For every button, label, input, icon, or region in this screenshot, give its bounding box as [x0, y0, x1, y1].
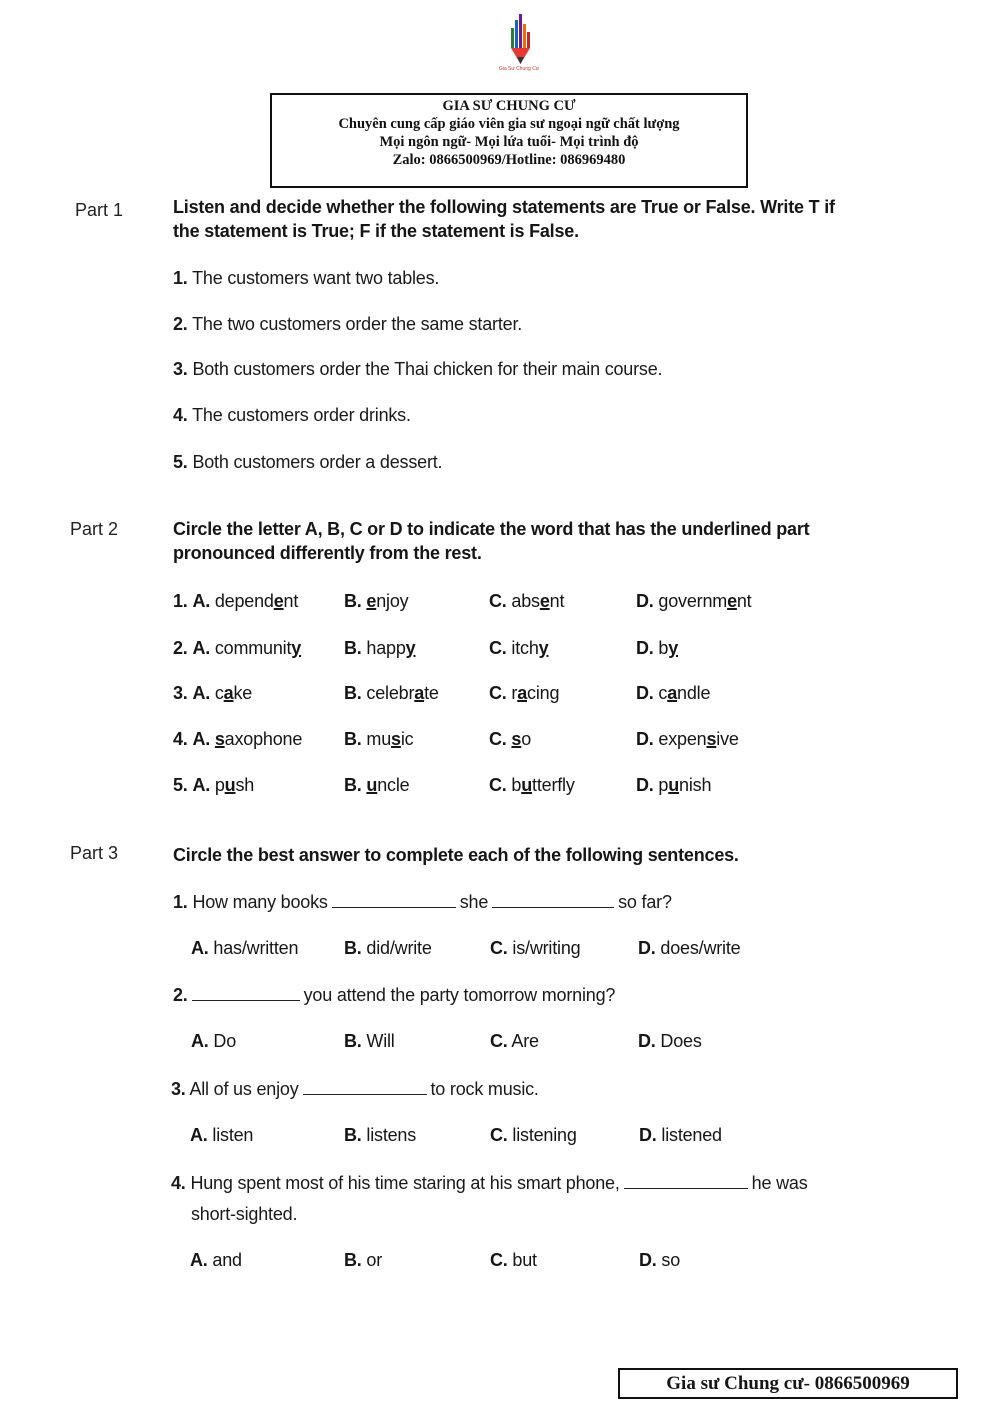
question-number: 1. — [173, 892, 188, 912]
underlined-part: y — [538, 638, 549, 658]
item-number: 5. — [173, 452, 188, 472]
option-text: listening — [512, 1125, 577, 1145]
q1-option-c[interactable] — [490, 938, 580, 959]
option-text: Will — [366, 1031, 395, 1051]
part-3-question-2 — [173, 985, 615, 1006]
underlined-part: e — [539, 591, 550, 611]
item-number: 4. — [173, 405, 188, 425]
item-number: 2. — [173, 314, 188, 334]
underlined-part: y — [668, 638, 679, 658]
word-suffix: sh — [235, 775, 255, 795]
word-prefix: b — [658, 638, 669, 658]
option-text: has/written — [213, 938, 299, 958]
q3-option-d[interactable] — [639, 1125, 722, 1146]
underlined-part: y — [405, 638, 416, 658]
option-letter: D. — [636, 775, 654, 795]
option-letter: A. — [192, 683, 211, 703]
part-1-instruction: Listen and decide whether the following statements are True or False. Write T if the statement is True; F if the statement is False. — [173, 197, 835, 241]
header-line-2: Mọi ngôn ngữ- Mọi lứa tuổi- Mọi trình độ — [379, 134, 639, 150]
part-2-q3-option-a[interactable] — [173, 683, 252, 704]
option-letter: D. — [636, 729, 654, 749]
word-prefix: itch — [511, 638, 539, 658]
part-2-q2-option-c[interactable] — [489, 638, 548, 659]
option-letter: C. — [489, 591, 507, 611]
q3-option-c[interactable] — [490, 1125, 577, 1146]
option-letter: B. — [344, 729, 362, 749]
option-letter: C. — [490, 1031, 508, 1051]
question-text-b: he was — [751, 1173, 808, 1193]
word-prefix: celebr — [366, 683, 415, 703]
word-suffix: ncle — [377, 775, 410, 795]
q1-option-b[interactable] — [344, 938, 432, 959]
answer-blank — [332, 893, 456, 908]
option-letter: D. — [636, 683, 654, 703]
underlined-part: y — [291, 638, 302, 658]
option-letter: C. — [489, 683, 507, 703]
part-3-question-4 — [171, 1173, 808, 1194]
underlined-part: u — [224, 775, 236, 795]
question-text-a: How many books — [192, 892, 328, 912]
underlined-part: u — [668, 775, 680, 795]
q3-option-b[interactable] — [344, 1125, 416, 1146]
footer-box: Gia sư Chung cư- 0866500969 — [618, 1368, 958, 1399]
option-text: listens — [366, 1125, 417, 1145]
word-suffix: nt — [549, 591, 565, 611]
q1-option-d[interactable] — [638, 938, 740, 959]
underlined-part: s — [511, 729, 522, 749]
question-text-b: she — [459, 892, 489, 912]
part-2-q2-option-a[interactable] — [173, 638, 301, 659]
header-title: GIA SƯ CHUNG CƯ — [442, 98, 576, 114]
word-suffix: nt — [283, 591, 299, 611]
option-letter: A. — [190, 1250, 208, 1270]
underlined-part: e — [273, 591, 284, 611]
item-number: 3. — [173, 359, 188, 379]
option-letter: C. — [490, 1250, 508, 1270]
word-prefix: expen — [658, 729, 707, 749]
item-text: The customers order drinks. — [192, 405, 411, 425]
q4-option-c[interactable] — [490, 1250, 537, 1271]
underlined-part: a — [223, 683, 234, 703]
word-prefix: mu — [366, 729, 392, 749]
underlined-part: u — [366, 775, 378, 795]
word-prefix: p — [658, 775, 669, 795]
underlined-part: s — [391, 729, 401, 749]
option-letter: B. — [344, 591, 362, 611]
answer-blank — [303, 1080, 427, 1095]
item-text: Both customers order a dessert. — [192, 452, 443, 472]
word-suffix: njoy — [376, 591, 409, 611]
question-text-a: All of us enjoy — [189, 1079, 299, 1099]
word-suffix: tterfly — [532, 775, 575, 795]
word-prefix: communit — [214, 638, 292, 658]
q4-option-a[interactable] — [190, 1250, 242, 1271]
word-suffix: o — [521, 729, 532, 749]
logo-caption: Gia Sư Chung Cư — [498, 66, 540, 72]
word-suffix: te — [424, 683, 439, 703]
word-prefix: c — [658, 683, 668, 703]
part-2-q4-option-a[interactable] — [173, 729, 302, 750]
item-text: The two customers order the same starter. — [192, 314, 523, 334]
answer-blank — [624, 1174, 748, 1189]
q2-option-c[interactable] — [490, 1031, 539, 1052]
question-number: 5. — [173, 775, 188, 795]
word-prefix: c — [214, 683, 224, 703]
question-number: 1. — [173, 591, 188, 611]
option-letter: D. — [638, 938, 656, 958]
question-number: 4. — [173, 729, 188, 749]
option-letter: A. — [190, 1125, 208, 1145]
q4-option-d[interactable] — [639, 1250, 680, 1271]
option-letter: C. — [489, 729, 507, 749]
option-text: or — [366, 1250, 383, 1270]
answer-blank — [492, 893, 614, 908]
option-text: does/write — [660, 938, 741, 958]
part-1-item-5 — [173, 452, 442, 473]
option-text: is/writing — [512, 938, 581, 958]
part-2-q4-option-c[interactable] — [489, 729, 531, 750]
option-letter: C. — [490, 1125, 508, 1145]
question-number: 3. — [173, 683, 188, 703]
part-3-question-1 — [173, 892, 672, 913]
part-2-q3-option-c[interactable] — [489, 683, 559, 704]
word-suffix: ive — [716, 729, 739, 749]
answer-blank — [192, 986, 300, 1001]
question-text-c: so far? — [618, 892, 672, 912]
question-number: 2. — [173, 985, 188, 1005]
word-suffix: ke — [233, 683, 253, 703]
part-2-q1-option-a[interactable] — [173, 591, 298, 612]
question-number: 3. — [171, 1079, 186, 1099]
header-box — [270, 93, 748, 188]
underlined-part: s — [706, 729, 717, 749]
header-line-3: Zalo: 0866500969/Hotline: 086969480 — [392, 152, 626, 168]
part-1-item-2 — [173, 314, 522, 335]
part-1-item-4 — [173, 405, 411, 426]
part-2-q5-option-d[interactable] — [636, 775, 711, 796]
option-text: so — [661, 1250, 681, 1270]
option-letter: B. — [344, 1250, 362, 1270]
option-text: listen — [212, 1125, 254, 1145]
option-letter: A. — [192, 729, 211, 749]
underlined-part: a — [517, 683, 528, 703]
part-1-item-1 — [173, 268, 439, 289]
part-2-q4-option-d[interactable] — [636, 729, 739, 750]
word-prefix: governm — [658, 591, 728, 611]
option-letter: D. — [639, 1250, 657, 1270]
part-2-q3-option-b[interactable] — [344, 683, 439, 704]
word-prefix: p — [214, 775, 225, 795]
option-letter: B. — [344, 683, 362, 703]
option-text: Do — [213, 1031, 237, 1051]
part-2-q5-option-a[interactable] — [173, 775, 254, 796]
q4-option-b[interactable] — [344, 1250, 382, 1271]
option-letter: D. — [636, 638, 654, 658]
option-text: Are — [511, 1031, 539, 1051]
option-letter: A. — [191, 1031, 209, 1051]
option-text: listened — [661, 1125, 722, 1145]
part-1-item-3 — [173, 359, 662, 380]
option-letter: B. — [344, 638, 362, 658]
option-letter: C. — [490, 938, 508, 958]
q2-option-a[interactable] — [191, 1031, 236, 1052]
option-letter: D. — [639, 1125, 657, 1145]
part-2-q3-option-d[interactable] — [636, 683, 710, 704]
part-2-q5-option-c[interactable] — [489, 775, 575, 796]
option-letter: A. — [192, 775, 211, 795]
q2-option-b[interactable] — [344, 1031, 395, 1052]
word-suffix: cing — [527, 683, 560, 703]
underlined-part: a — [414, 683, 425, 703]
question-text-a: you attend the party tomorrow morning? — [303, 985, 616, 1005]
part-2-q4-option-b[interactable] — [344, 729, 413, 750]
part-2-q5-option-b[interactable] — [344, 775, 409, 796]
option-letter: B. — [344, 938, 362, 958]
question-number: 4. — [171, 1173, 186, 1193]
question-text-a: Hung spent most of his time staring at his smart phone, — [190, 1173, 620, 1193]
item-text: Both customers order the Thai chicken for their main course. — [192, 359, 663, 379]
option-letter: D. — [636, 591, 654, 611]
part-2-instruction: Circle the letter A, B, C or D to indicate the word that has the underlined part pronounced differently from the rest. — [173, 519, 810, 563]
part-2-q2-option-d[interactable] — [636, 638, 678, 659]
underlined-part: e — [727, 591, 737, 611]
option-letter: B. — [344, 775, 362, 795]
option-letter: A. — [192, 591, 211, 611]
word-prefix: abs — [511, 591, 540, 611]
option-letter: B. — [344, 1125, 362, 1145]
part-2-label: Part 2 — [70, 519, 119, 539]
part-1-label: Part 1 — [75, 200, 124, 220]
part-3-question-3 — [171, 1079, 539, 1100]
underlined-part: a — [667, 683, 678, 703]
word-suffix: ndle — [677, 683, 711, 703]
part-3-label: Part 3 — [70, 843, 119, 863]
word-prefix: happ — [366, 638, 406, 658]
word-suffix: nish — [679, 775, 712, 795]
option-letter: B. — [344, 1031, 362, 1051]
word-prefix: b — [511, 775, 522, 795]
underlined-part: e — [366, 591, 377, 611]
underlined-part: s — [214, 729, 225, 749]
part-3-instruction: Circle the best answer to complete each of the following sentences. — [173, 845, 739, 865]
part-2-q1-option-b[interactable] — [344, 591, 408, 612]
option-text: did/write — [366, 938, 432, 958]
part-2-q2-option-b[interactable] — [344, 638, 415, 659]
item-number: 1. — [173, 268, 188, 288]
option-letter: A. — [192, 638, 211, 658]
q1-option-a[interactable] — [191, 938, 298, 959]
word-suffix: ic — [400, 729, 414, 749]
option-letter: A. — [191, 938, 209, 958]
q2-option-d[interactable] — [638, 1031, 702, 1052]
q3-option-a[interactable] — [190, 1125, 253, 1146]
option-letter: D. — [638, 1031, 656, 1051]
part-2-q1-option-c[interactable] — [489, 591, 564, 612]
question-text-b: to rock music. — [430, 1079, 539, 1099]
word-suffix: axophone — [224, 729, 303, 749]
option-letter: C. — [489, 775, 507, 795]
header-line-1: Chuyên cung cấp giáo viên gia sư ngoại ngữ chất lượng — [338, 116, 680, 132]
question-number: 2. — [173, 638, 188, 658]
word-prefix: r — [511, 683, 518, 703]
underlined-part: u — [521, 775, 533, 795]
word-prefix: depend — [214, 591, 274, 611]
word-suffix: nt — [736, 591, 752, 611]
option-text: but — [512, 1250, 537, 1270]
option-text: and — [212, 1250, 242, 1270]
part-2-q1-option-d[interactable] — [636, 591, 752, 612]
option-letter: C. — [489, 638, 507, 658]
part-3-question-4-continued: short-sighted. — [191, 1204, 298, 1224]
option-text: Does — [660, 1031, 702, 1051]
item-text: The customers want two tables. — [192, 268, 440, 288]
